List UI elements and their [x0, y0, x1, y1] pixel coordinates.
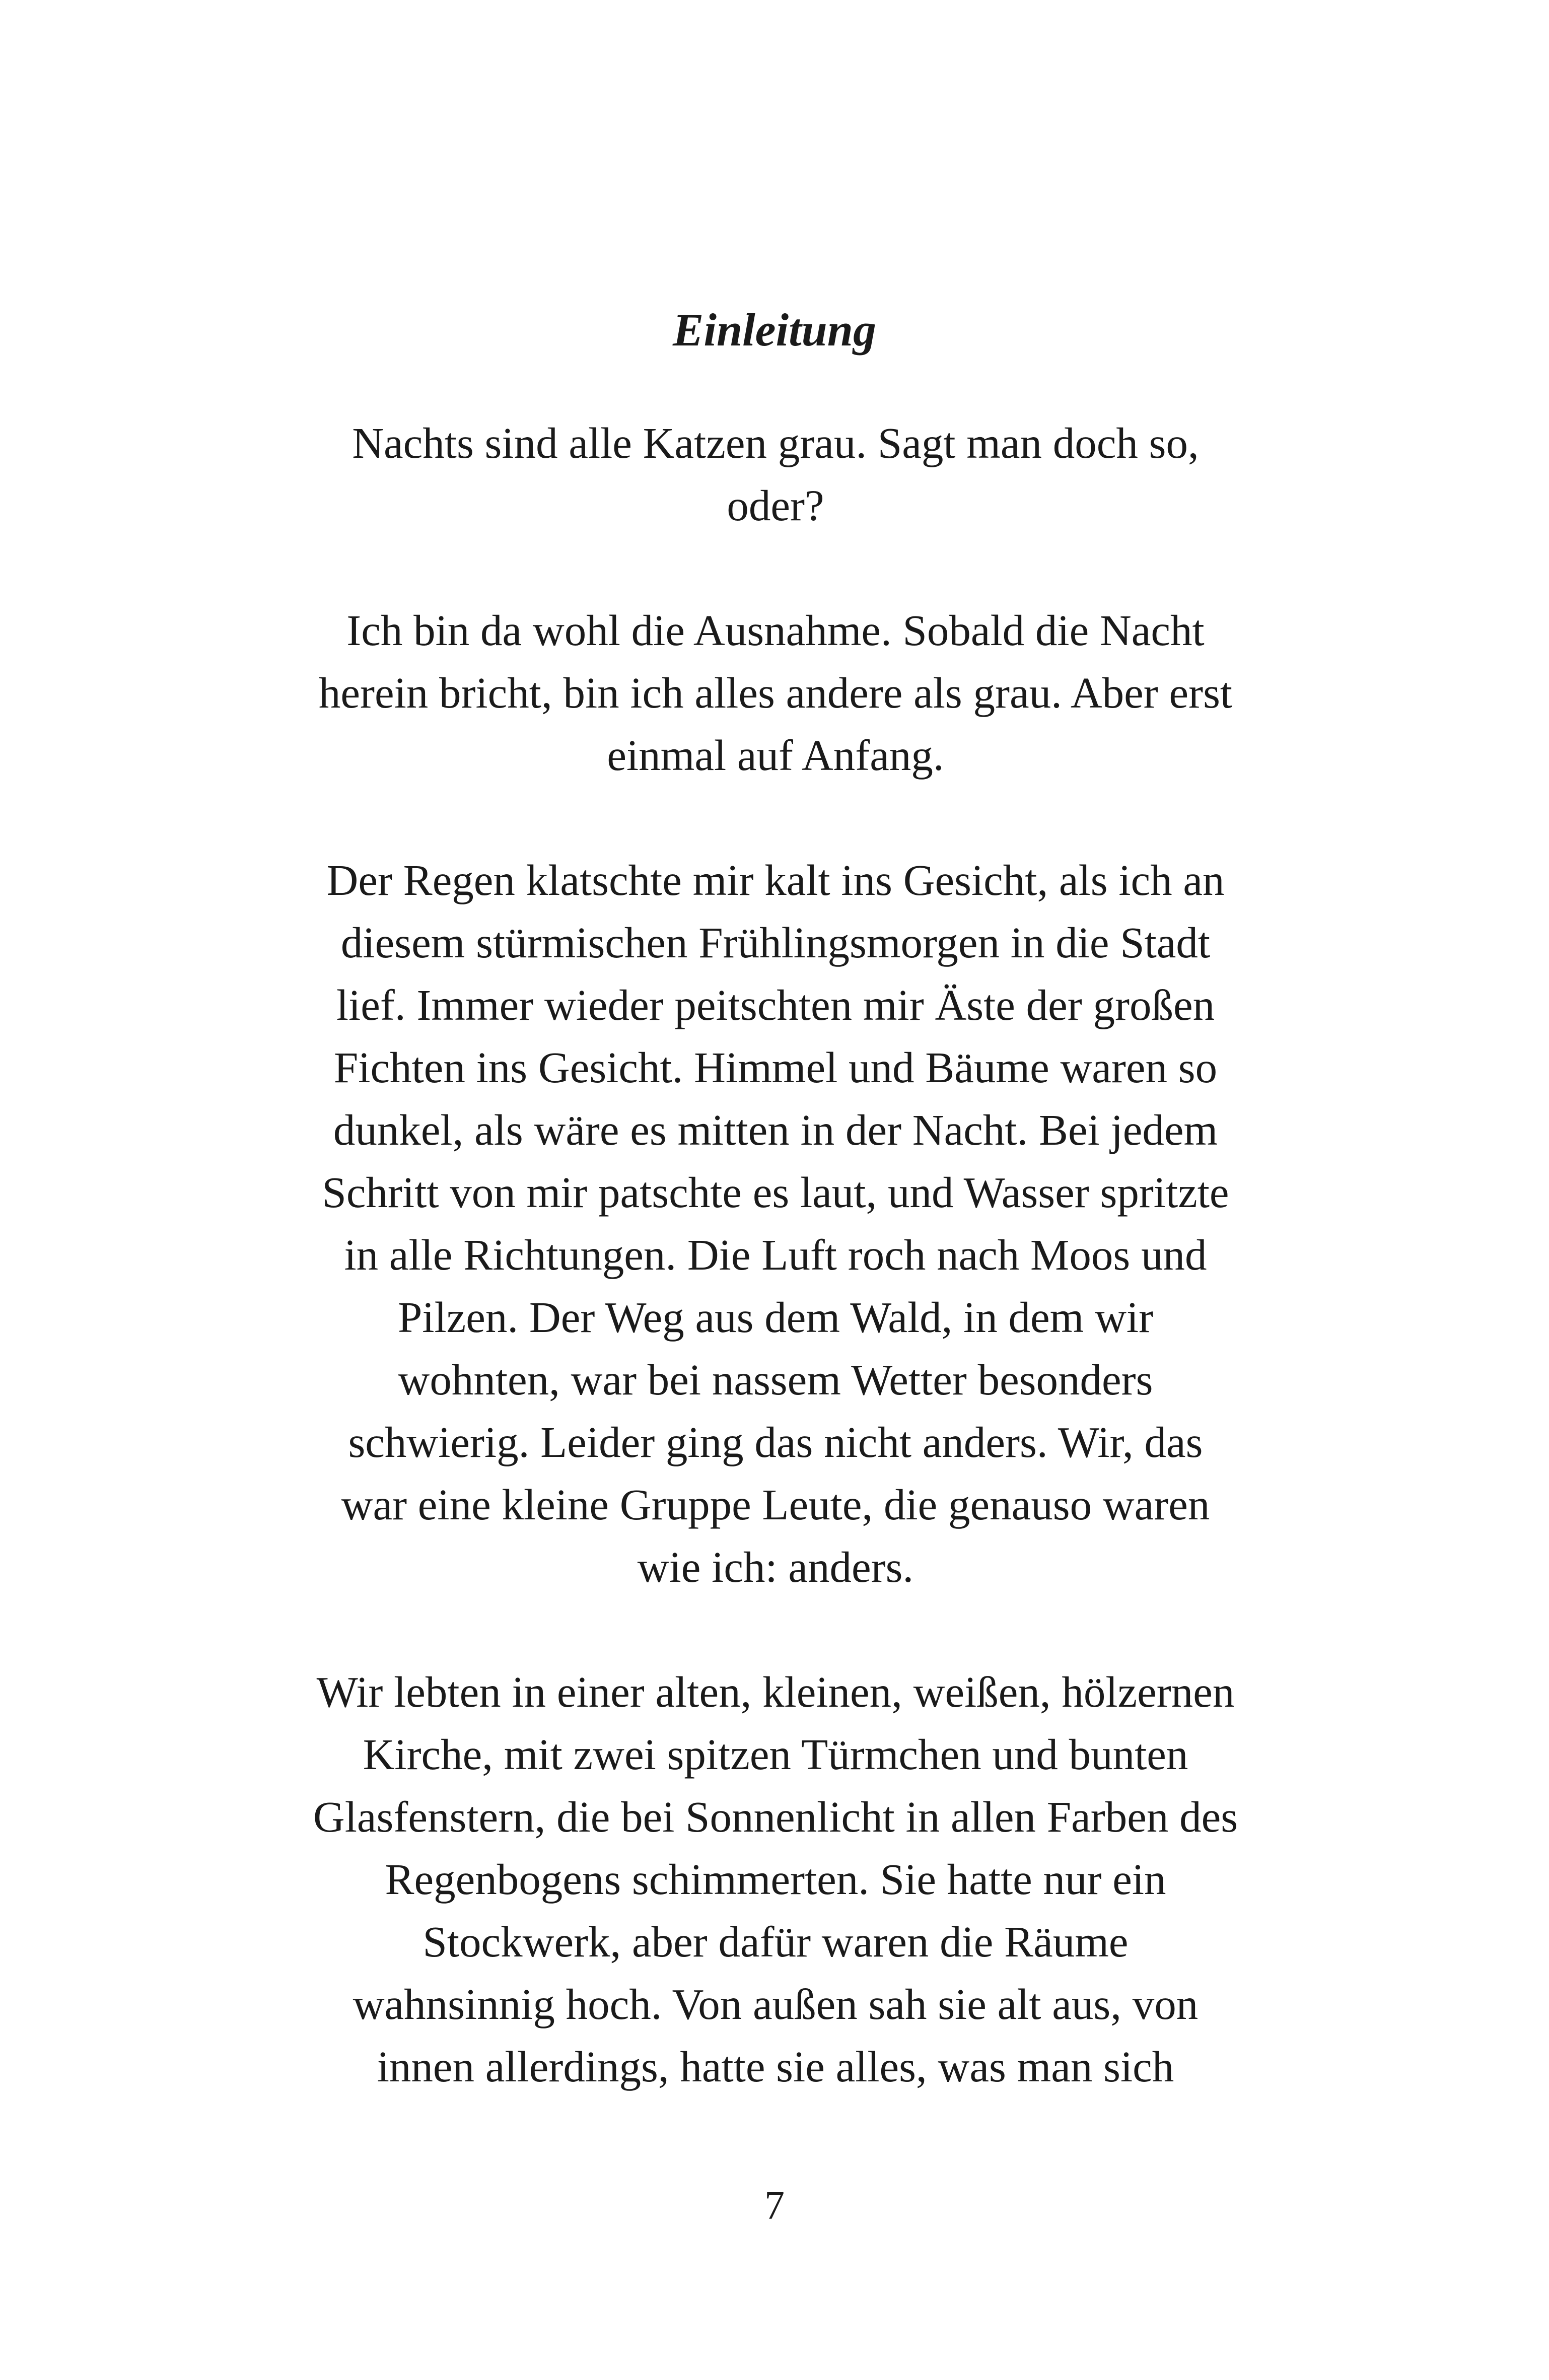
text-line: diesem stürmischen Frühlingsmorgen in die Stadt [340, 918, 1211, 967]
paragraph-1 [222, 412, 1329, 537]
text-line: innen allerdings, hatte sie alles, was man sich [377, 2042, 1174, 2091]
text-line: Pilzen. Der Weg aus dem Wald, in dem wir [397, 1293, 1154, 1342]
text-line: wohnten, war bei nassem Wetter besonders [398, 1355, 1153, 1404]
text-line: herein bricht, bin ich alles andere als grau. Aber erst [318, 668, 1233, 717]
text-line: dunkel, als wäre es mitten in der Nacht. Bei jedem [333, 1105, 1218, 1154]
text-line: Stockwerk, aber dafür waren die Räume [423, 1917, 1129, 1966]
text-line: Ich bin da wohl die Ausnahme. Sobald die Nacht [346, 606, 1205, 655]
text-line: Fichten ins Gesicht. Himmel und Bäume waren so [333, 1043, 1218, 1092]
paragraph-4 [222, 1661, 1329, 2098]
text-line: Kirche, mit zwei spitzen Türmchen und bunten [363, 1730, 1188, 1779]
text-line: Regenbogens schimmerten. Sie hatte nur ein [385, 1855, 1166, 1904]
text-line: Wir lebten in einer alten, kleinen, weißen, hölzernen [316, 1667, 1235, 1716]
text-line: oder? [727, 481, 824, 530]
text-line: Nachts sind alle Katzen grau. Sagt man doch so, [352, 418, 1199, 467]
text-line: in alle Richtungen. Die Luft roch nach Moos und [344, 1230, 1207, 1279]
text-line: war eine kleine Gruppe Leute, die genauso waren [341, 1480, 1210, 1529]
paragraph-2 [222, 599, 1329, 787]
text-line: schwierig. Leider ging das nicht anders. Wir, das [348, 1418, 1203, 1466]
text-line: Schritt von mir patschte es laut, und Wasser spritzte [322, 1168, 1229, 1217]
text-line: Der Regen klatschte mir kalt ins Gesicht, als ich an [326, 856, 1225, 904]
text-line: wahnsinnig hoch. Von außen sah sie alt aus, von [353, 1980, 1199, 2028]
body-text [222, 412, 1329, 2160]
text-line: einmal auf Anfang. [607, 731, 944, 780]
text-line: wie ich: anders. [637, 1543, 914, 1591]
text-line: lief. Immer wieder peitschten mir Äste der großen [336, 981, 1215, 1029]
paragraph-3 [222, 849, 1329, 1598]
chapter-title: Einleitung [673, 304, 876, 356]
text-line: Glasfenstern, die bei Sonnenlicht in allen Farben des [313, 1792, 1238, 1841]
page-number: 7 [764, 2184, 785, 2228]
